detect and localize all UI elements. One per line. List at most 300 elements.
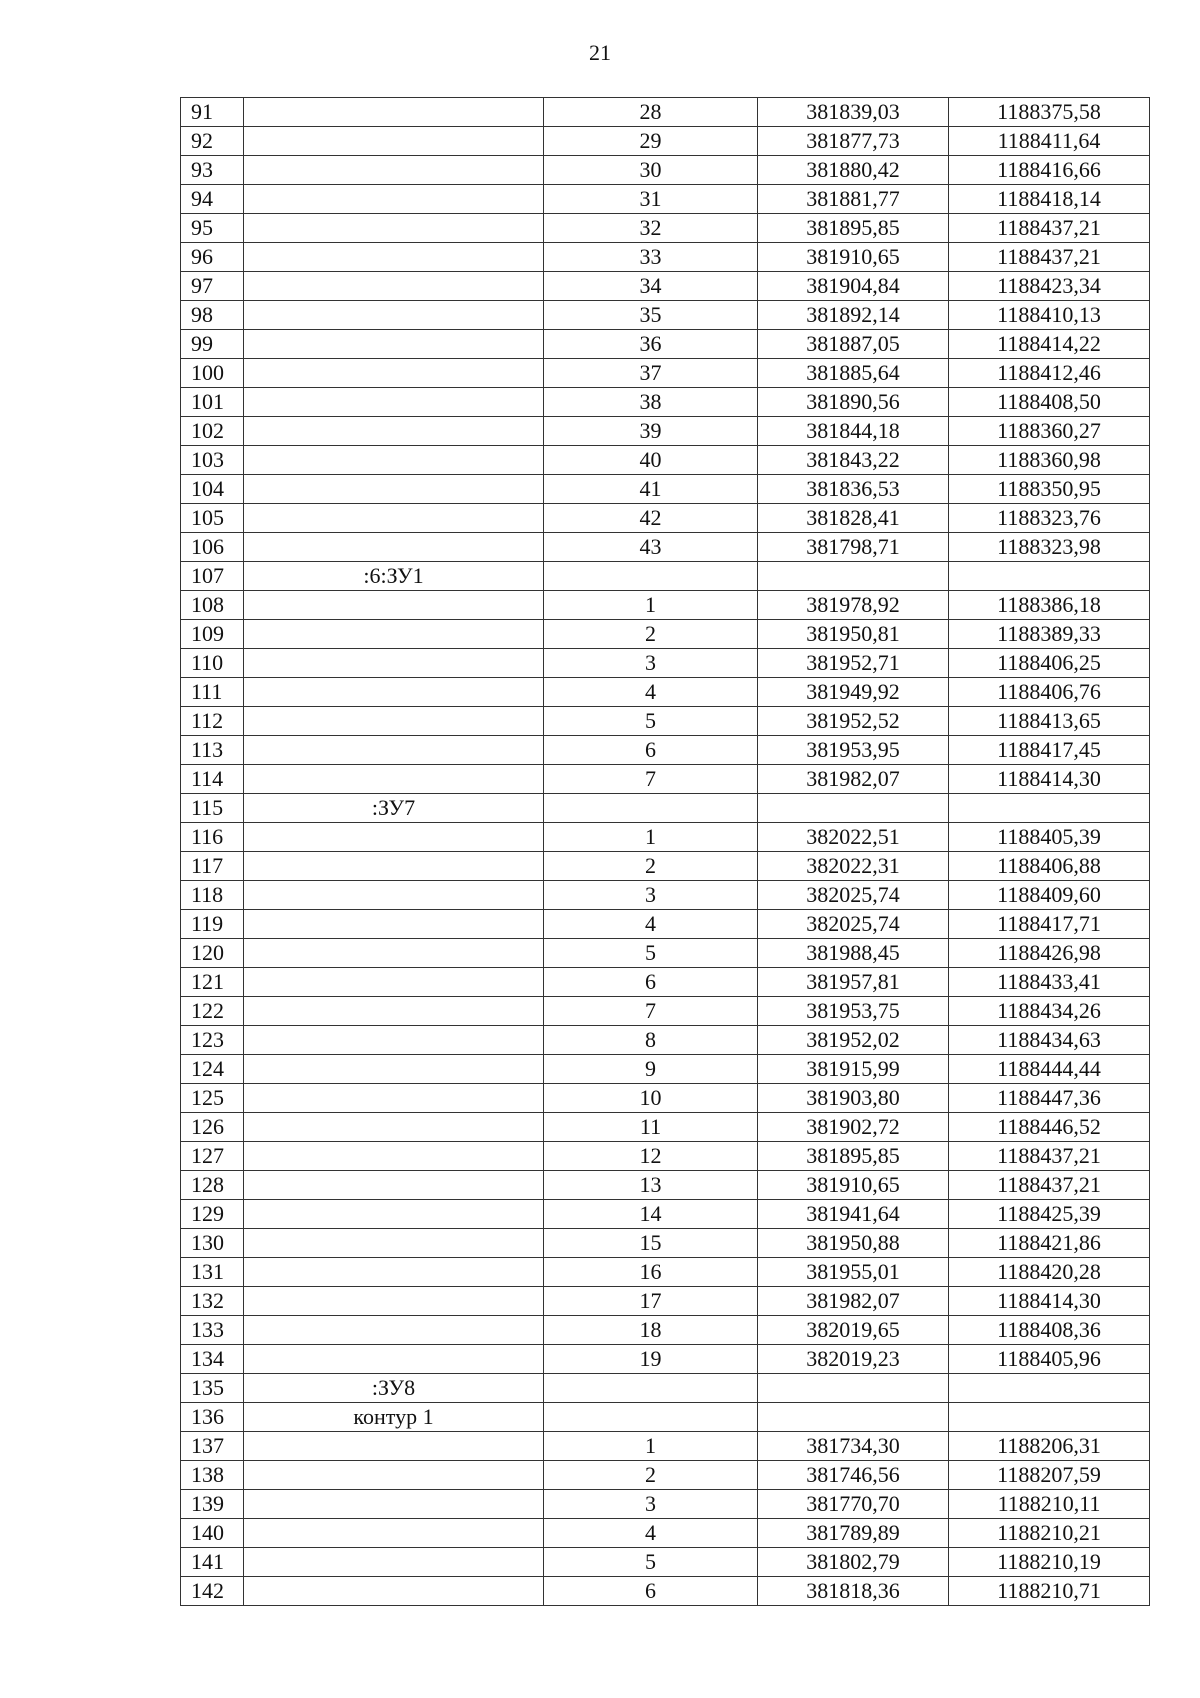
- row-number-cell: 137: [181, 1432, 244, 1461]
- point-number-cell: 6: [544, 1577, 758, 1606]
- row-number-cell: 91: [181, 98, 244, 127]
- coordinate-y-cell: [949, 562, 1150, 591]
- table-row: [181, 1403, 1150, 1432]
- table-row: [181, 475, 1150, 504]
- table-row: [181, 852, 1150, 881]
- row-number-cell: 119: [181, 910, 244, 939]
- row-number-cell: 113: [181, 736, 244, 765]
- table-row: [181, 98, 1150, 127]
- coordinate-y-cell: 1188375,58: [949, 98, 1150, 127]
- parcel-label-cell: [244, 939, 544, 968]
- coordinate-x-cell: [758, 794, 949, 823]
- coordinate-y-cell: [949, 1374, 1150, 1403]
- coordinate-x-cell: 381910,65: [758, 1171, 949, 1200]
- table-row: [181, 301, 1150, 330]
- row-number-cell: 132: [181, 1287, 244, 1316]
- table-row: [181, 1490, 1150, 1519]
- table-row: [181, 533, 1150, 562]
- parcel-label-cell: [244, 1229, 544, 1258]
- point-number-cell: 38: [544, 388, 758, 417]
- row-number-cell: 134: [181, 1345, 244, 1374]
- coordinate-y-cell: 1188413,65: [949, 707, 1150, 736]
- table-row: [181, 794, 1150, 823]
- point-number-cell: 7: [544, 765, 758, 794]
- table-row: [181, 910, 1150, 939]
- coordinate-x-cell: 381988,45: [758, 939, 949, 968]
- coordinate-y-cell: 1188405,39: [949, 823, 1150, 852]
- coordinate-x-cell: [758, 562, 949, 591]
- row-number-cell: 123: [181, 1026, 244, 1055]
- coordinate-y-cell: 1188434,26: [949, 997, 1150, 1026]
- point-number-cell: 36: [544, 330, 758, 359]
- point-number-cell: [544, 562, 758, 591]
- table-row: [181, 620, 1150, 649]
- table-row: [181, 272, 1150, 301]
- table-row: [181, 939, 1150, 968]
- coordinate-y-cell: 1188414,30: [949, 1287, 1150, 1316]
- point-number-cell: 12: [544, 1142, 758, 1171]
- coordinate-x-cell: 381802,79: [758, 1548, 949, 1577]
- table-row: [181, 1084, 1150, 1113]
- parcel-label-cell: [244, 1316, 544, 1345]
- row-number-cell: 129: [181, 1200, 244, 1229]
- row-number-cell: 121: [181, 968, 244, 997]
- coordinate-x-cell: 381982,07: [758, 765, 949, 794]
- point-number-cell: 11: [544, 1113, 758, 1142]
- point-number-cell: 34: [544, 272, 758, 301]
- coordinate-x-cell: 381746,56: [758, 1461, 949, 1490]
- parcel-label-cell: [244, 881, 544, 910]
- coordinate-y-cell: [949, 794, 1150, 823]
- row-number-cell: 108: [181, 591, 244, 620]
- coordinate-x-cell: 381839,03: [758, 98, 949, 127]
- coordinates-table-body: [181, 98, 1150, 1606]
- parcel-label-cell: [244, 1519, 544, 1548]
- row-number-cell: 136: [181, 1403, 244, 1432]
- coordinate-x-cell: 382025,74: [758, 881, 949, 910]
- row-number-cell: 135: [181, 1374, 244, 1403]
- coordinate-y-cell: 1188405,96: [949, 1345, 1150, 1374]
- row-number-cell: 127: [181, 1142, 244, 1171]
- coordinate-x-cell: 381895,85: [758, 1142, 949, 1171]
- parcel-label-cell: [244, 968, 544, 997]
- point-number-cell: 40: [544, 446, 758, 475]
- row-number-cell: 111: [181, 678, 244, 707]
- coordinate-y-cell: 1188420,28: [949, 1258, 1150, 1287]
- row-number-cell: 138: [181, 1461, 244, 1490]
- table-row: [181, 446, 1150, 475]
- point-number-cell: 1: [544, 1432, 758, 1461]
- coordinate-y-cell: 1188446,52: [949, 1113, 1150, 1142]
- row-number-cell: 96: [181, 243, 244, 272]
- row-number-cell: 141: [181, 1548, 244, 1577]
- parcel-label-cell: [244, 591, 544, 620]
- point-number-cell: 6: [544, 968, 758, 997]
- parcel-label-cell: [244, 1461, 544, 1490]
- coordinate-x-cell: 381953,75: [758, 997, 949, 1026]
- row-number-cell: 131: [181, 1258, 244, 1287]
- table-row: [181, 1461, 1150, 1490]
- table-row: [181, 1345, 1150, 1374]
- point-number-cell: 1: [544, 591, 758, 620]
- coordinate-x-cell: 381885,64: [758, 359, 949, 388]
- point-number-cell: 4: [544, 678, 758, 707]
- coordinate-y-cell: 1188423,34: [949, 272, 1150, 301]
- row-number-cell: 110: [181, 649, 244, 678]
- table-row: [181, 1432, 1150, 1461]
- table-row: [181, 823, 1150, 852]
- page-number: 21: [589, 40, 611, 65]
- coordinate-y-cell: 1188360,27: [949, 417, 1150, 446]
- point-number-cell: 3: [544, 881, 758, 910]
- parcel-label-cell: [244, 272, 544, 301]
- row-number-cell: 122: [181, 997, 244, 1026]
- coordinate-x-cell: 381828,41: [758, 504, 949, 533]
- parcel-label-cell: [244, 765, 544, 794]
- point-number-cell: 7: [544, 997, 758, 1026]
- parcel-label-cell: [244, 1577, 544, 1606]
- coordinate-x-cell: [758, 1403, 949, 1432]
- coordinate-x-cell: 381887,05: [758, 330, 949, 359]
- coordinate-y-cell: 1188408,50: [949, 388, 1150, 417]
- coordinate-x-cell: 381734,30: [758, 1432, 949, 1461]
- coordinate-y-cell: 1188409,60: [949, 881, 1150, 910]
- coordinate-y-cell: 1188412,46: [949, 359, 1150, 388]
- coordinate-x-cell: 381957,81: [758, 968, 949, 997]
- point-number-cell: 39: [544, 417, 758, 446]
- table-row: [181, 504, 1150, 533]
- table-row: [181, 736, 1150, 765]
- table-row: [181, 1548, 1150, 1577]
- coordinate-x-cell: 382022,51: [758, 823, 949, 852]
- table-row: [181, 562, 1150, 591]
- coordinate-y-cell: 1188210,11: [949, 1490, 1150, 1519]
- row-number-cell: 118: [181, 881, 244, 910]
- row-number-cell: 107: [181, 562, 244, 591]
- row-number-cell: 116: [181, 823, 244, 852]
- point-number-cell: 32: [544, 214, 758, 243]
- parcel-label-cell: [244, 736, 544, 765]
- coordinate-x-cell: 381982,07: [758, 1287, 949, 1316]
- coordinate-x-cell: 381955,01: [758, 1258, 949, 1287]
- table-row: [181, 1113, 1150, 1142]
- point-number-cell: 2: [544, 852, 758, 881]
- point-number-cell: 33: [544, 243, 758, 272]
- parcel-label-cell: [244, 243, 544, 272]
- parcel-label-cell: [244, 388, 544, 417]
- table-row: [181, 881, 1150, 910]
- point-number-cell: 6: [544, 736, 758, 765]
- coordinate-x-cell: 381892,14: [758, 301, 949, 330]
- point-number-cell: 42: [544, 504, 758, 533]
- coordinate-x-cell: 381904,84: [758, 272, 949, 301]
- coordinate-x-cell: 381844,18: [758, 417, 949, 446]
- point-number-cell: 5: [544, 1548, 758, 1577]
- parcel-label-cell: [244, 1171, 544, 1200]
- parcel-label-cell: [244, 1026, 544, 1055]
- parcel-label-cell: [244, 359, 544, 388]
- row-number-cell: 115: [181, 794, 244, 823]
- coordinate-x-cell: 381890,56: [758, 388, 949, 417]
- parcel-label-cell: [244, 417, 544, 446]
- coordinate-y-cell: 1188447,36: [949, 1084, 1150, 1113]
- table-row: [181, 968, 1150, 997]
- coordinate-x-cell: 381843,22: [758, 446, 949, 475]
- table-row: [181, 1171, 1150, 1200]
- coordinate-y-cell: 1188437,21: [949, 1142, 1150, 1171]
- parcel-label-cell: [244, 330, 544, 359]
- table-row: [181, 359, 1150, 388]
- coordinate-y-cell: 1188418,14: [949, 185, 1150, 214]
- table-row: [181, 765, 1150, 794]
- point-number-cell: [544, 1374, 758, 1403]
- row-number-cell: 126: [181, 1113, 244, 1142]
- coordinate-y-cell: 1188323,98: [949, 533, 1150, 562]
- table-row: [181, 214, 1150, 243]
- parcel-label-cell: [244, 1490, 544, 1519]
- coordinate-y-cell: 1188386,18: [949, 591, 1150, 620]
- parcel-label-cell: [244, 1548, 544, 1577]
- coordinate-y-cell: 1188323,76: [949, 504, 1150, 533]
- coordinate-y-cell: 1188389,33: [949, 620, 1150, 649]
- point-number-cell: 2: [544, 1461, 758, 1490]
- coordinate-x-cell: 381952,71: [758, 649, 949, 678]
- coordinate-x-cell: 381836,53: [758, 475, 949, 504]
- coordinate-x-cell: 381880,42: [758, 156, 949, 185]
- coordinate-y-cell: 1188414,22: [949, 330, 1150, 359]
- row-number-cell: 142: [181, 1577, 244, 1606]
- coordinate-x-cell: 381941,64: [758, 1200, 949, 1229]
- coordinate-y-cell: 1188425,39: [949, 1200, 1150, 1229]
- coordinate-x-cell: 381915,99: [758, 1055, 949, 1084]
- row-number-cell: 102: [181, 417, 244, 446]
- parcel-label-cell: :ЗУ7: [244, 794, 544, 823]
- parcel-label-cell: [244, 156, 544, 185]
- coordinate-y-cell: [949, 1403, 1150, 1432]
- coordinate-x-cell: 381978,92: [758, 591, 949, 620]
- table-row: [181, 1229, 1150, 1258]
- parcel-label-cell: [244, 1142, 544, 1171]
- parcel-label-cell: [244, 1084, 544, 1113]
- coordinate-y-cell: 1188406,88: [949, 852, 1150, 881]
- parcel-label-cell: [244, 301, 544, 330]
- coordinate-y-cell: 1188207,59: [949, 1461, 1150, 1490]
- point-number-cell: 16: [544, 1258, 758, 1287]
- table-row: [181, 678, 1150, 707]
- coordinate-y-cell: 1188417,45: [949, 736, 1150, 765]
- point-number-cell: 2: [544, 620, 758, 649]
- coordinate-y-cell: 1188437,21: [949, 1171, 1150, 1200]
- coordinate-x-cell: 381789,89: [758, 1519, 949, 1548]
- point-number-cell: 9: [544, 1055, 758, 1084]
- row-number-cell: 95: [181, 214, 244, 243]
- parcel-label-cell: [244, 910, 544, 939]
- coordinate-x-cell: 381950,81: [758, 620, 949, 649]
- point-number-cell: 41: [544, 475, 758, 504]
- point-number-cell: 35: [544, 301, 758, 330]
- coordinate-x-cell: 381818,36: [758, 1577, 949, 1606]
- table-row: [181, 1200, 1150, 1229]
- row-number-cell: 97: [181, 272, 244, 301]
- row-number-cell: 100: [181, 359, 244, 388]
- coordinate-y-cell: 1188421,86: [949, 1229, 1150, 1258]
- parcel-label-cell: [244, 214, 544, 243]
- parcel-label-cell: [244, 707, 544, 736]
- coordinate-y-cell: 1188210,21: [949, 1519, 1150, 1548]
- table-row: [181, 997, 1150, 1026]
- parcel-label-cell: контур 1: [244, 1403, 544, 1432]
- row-number-cell: 124: [181, 1055, 244, 1084]
- point-number-cell: 14: [544, 1200, 758, 1229]
- coordinate-y-cell: 1188437,21: [949, 243, 1150, 272]
- row-number-cell: 103: [181, 446, 244, 475]
- point-number-cell: 10: [544, 1084, 758, 1113]
- parcel-label-cell: [244, 997, 544, 1026]
- coordinate-x-cell: 382025,74: [758, 910, 949, 939]
- parcel-label-cell: [244, 127, 544, 156]
- table-row: [181, 330, 1150, 359]
- row-number-cell: 125: [181, 1084, 244, 1113]
- table-row: [181, 1577, 1150, 1606]
- point-number-cell: 4: [544, 910, 758, 939]
- table-row: [181, 185, 1150, 214]
- coordinate-x-cell: [758, 1374, 949, 1403]
- table-row: [181, 591, 1150, 620]
- coordinate-x-cell: 381877,73: [758, 127, 949, 156]
- row-number-cell: 140: [181, 1519, 244, 1548]
- point-number-cell: 5: [544, 707, 758, 736]
- coordinate-x-cell: 381798,71: [758, 533, 949, 562]
- row-number-cell: 114: [181, 765, 244, 794]
- row-number-cell: 105: [181, 504, 244, 533]
- coordinate-y-cell: 1188360,98: [949, 446, 1150, 475]
- table-row: [181, 1519, 1150, 1548]
- parcel-label-cell: [244, 1345, 544, 1374]
- coordinate-y-cell: 1188411,64: [949, 127, 1150, 156]
- point-number-cell: 1: [544, 823, 758, 852]
- table-row: [181, 1142, 1150, 1171]
- point-number-cell: 5: [544, 939, 758, 968]
- coordinate-y-cell: 1188206,31: [949, 1432, 1150, 1461]
- parcel-label-cell: [244, 1258, 544, 1287]
- coordinate-x-cell: 381770,70: [758, 1490, 949, 1519]
- point-number-cell: 19: [544, 1345, 758, 1374]
- coordinate-x-cell: 382022,31: [758, 852, 949, 881]
- coordinate-y-cell: 1188434,63: [949, 1026, 1150, 1055]
- parcel-label-cell: [244, 620, 544, 649]
- parcel-label-cell: [244, 678, 544, 707]
- point-number-cell: 8: [544, 1026, 758, 1055]
- table-row: [181, 1287, 1150, 1316]
- parcel-label-cell: [244, 1200, 544, 1229]
- table-row: [181, 156, 1150, 185]
- point-number-cell: 4: [544, 1519, 758, 1548]
- point-number-cell: 3: [544, 649, 758, 678]
- row-number-cell: 101: [181, 388, 244, 417]
- coordinate-y-cell: 1188408,36: [949, 1316, 1150, 1345]
- coordinate-x-cell: 381949,92: [758, 678, 949, 707]
- coordinate-y-cell: 1188444,44: [949, 1055, 1150, 1084]
- point-number-cell: 30: [544, 156, 758, 185]
- table-row: [181, 1374, 1150, 1403]
- coordinate-y-cell: 1188414,30: [949, 765, 1150, 794]
- point-number-cell: 31: [544, 185, 758, 214]
- coordinate-x-cell: 381952,52: [758, 707, 949, 736]
- row-number-cell: 117: [181, 852, 244, 881]
- point-number-cell: 18: [544, 1316, 758, 1345]
- coordinate-x-cell: 382019,23: [758, 1345, 949, 1374]
- point-number-cell: 29: [544, 127, 758, 156]
- parcel-label-cell: [244, 649, 544, 678]
- parcel-label-cell: [244, 1113, 544, 1142]
- table-row: [181, 707, 1150, 736]
- row-number-cell: 106: [181, 533, 244, 562]
- parcel-label-cell: [244, 98, 544, 127]
- row-number-cell: 94: [181, 185, 244, 214]
- row-number-cell: 93: [181, 156, 244, 185]
- coordinate-y-cell: 1188433,41: [949, 968, 1150, 997]
- coordinate-y-cell: 1188406,25: [949, 649, 1150, 678]
- parcel-label-cell: [244, 823, 544, 852]
- parcel-label-cell: [244, 446, 544, 475]
- point-number-cell: 3: [544, 1490, 758, 1519]
- coordinate-y-cell: 1188437,21: [949, 214, 1150, 243]
- table-row: [181, 1316, 1150, 1345]
- point-number-cell: 37: [544, 359, 758, 388]
- point-number-cell: 17: [544, 1287, 758, 1316]
- row-number-cell: 139: [181, 1490, 244, 1519]
- row-number-cell: 112: [181, 707, 244, 736]
- coordinate-y-cell: 1188350,95: [949, 475, 1150, 504]
- point-number-cell: [544, 1403, 758, 1432]
- table-row: [181, 243, 1150, 272]
- coordinate-y-cell: 1188426,98: [949, 939, 1150, 968]
- table-row: [181, 417, 1150, 446]
- coordinate-x-cell: 381902,72: [758, 1113, 949, 1142]
- point-number-cell: 28: [544, 98, 758, 127]
- parcel-label-cell: [244, 533, 544, 562]
- row-number-cell: 120: [181, 939, 244, 968]
- parcel-label-cell: [244, 1432, 544, 1461]
- parcel-label-cell: [244, 1055, 544, 1084]
- coordinate-x-cell: 381895,85: [758, 214, 949, 243]
- table-row: [181, 649, 1150, 678]
- parcel-label-cell: [244, 475, 544, 504]
- row-number-cell: 133: [181, 1316, 244, 1345]
- parcel-label-cell: :6:ЗУ1: [244, 562, 544, 591]
- coordinate-y-cell: 1188210,71: [949, 1577, 1150, 1606]
- point-number-cell: [544, 794, 758, 823]
- coordinate-x-cell: 381952,02: [758, 1026, 949, 1055]
- coordinate-y-cell: 1188406,76: [949, 678, 1150, 707]
- point-number-cell: 43: [544, 533, 758, 562]
- parcel-label-cell: [244, 504, 544, 533]
- coordinate-x-cell: 381953,95: [758, 736, 949, 765]
- point-number-cell: 15: [544, 1229, 758, 1258]
- coordinate-y-cell: 1188210,19: [949, 1548, 1150, 1577]
- row-number-cell: 104: [181, 475, 244, 504]
- coordinate-x-cell: 381910,65: [758, 243, 949, 272]
- parcel-label-cell: [244, 185, 544, 214]
- coordinates-table: [180, 97, 1150, 1606]
- coordinate-y-cell: 1188417,71: [949, 910, 1150, 939]
- row-number-cell: 109: [181, 620, 244, 649]
- coordinate-x-cell: 381881,77: [758, 185, 949, 214]
- row-number-cell: 92: [181, 127, 244, 156]
- coordinate-x-cell: 382019,65: [758, 1316, 949, 1345]
- row-number-cell: 98: [181, 301, 244, 330]
- table-row: [181, 127, 1150, 156]
